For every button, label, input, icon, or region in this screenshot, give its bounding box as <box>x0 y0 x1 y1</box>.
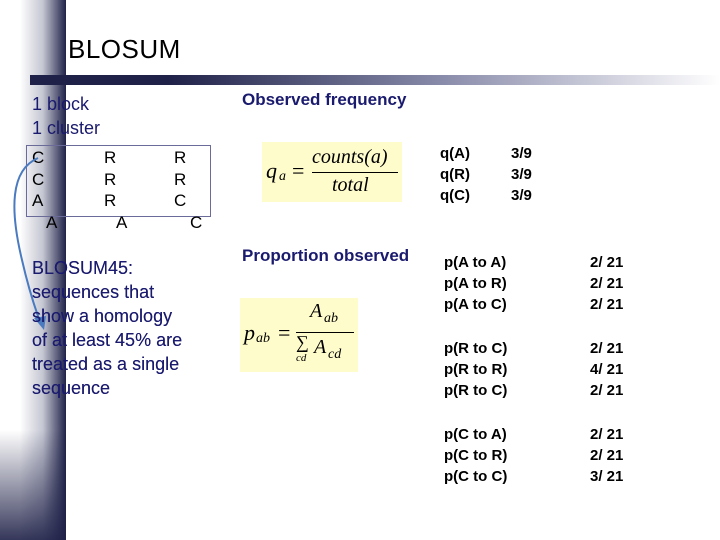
p-label: p(C to R) <box>444 447 508 464</box>
p-label: p(A to R) <box>444 275 507 292</box>
p-label: p(R to C) <box>444 382 508 399</box>
seq-cell: C <box>190 213 203 232</box>
q-label: q(A) <box>440 145 470 162</box>
fraction-bar <box>312 172 398 173</box>
formula-p: p <box>244 320 255 345</box>
q-value: 3/9 <box>511 166 532 183</box>
seq-cell: R <box>104 191 117 210</box>
q-value: 3/9 <box>511 145 532 162</box>
formula-p-sub: ab <box>256 331 270 346</box>
formula-q: q <box>266 158 277 183</box>
sum-sub: cd <box>296 352 307 364</box>
p-label: p(A to A) <box>444 254 507 271</box>
formula-numerator-sub: ab <box>324 311 338 326</box>
desc-line: sequence <box>32 378 111 398</box>
p-label: p(C to A) <box>444 426 507 443</box>
p-value: 2/ 21 <box>590 296 624 313</box>
observed-formula <box>262 142 402 202</box>
block-label: 1 block <box>32 94 90 114</box>
p-value: 2/ 21 <box>590 254 624 271</box>
seq-cell: C <box>174 191 187 210</box>
formula-q-sub: a <box>279 169 286 184</box>
p-value: 2/ 21 <box>590 426 624 443</box>
formula-numerator: A <box>310 300 323 322</box>
seq-cell: R <box>104 170 117 189</box>
formula-denominator-sub: cd <box>328 347 342 362</box>
observed-frequency-heading: Observed frequency <box>242 90 407 109</box>
formula-denominator: A <box>314 336 327 358</box>
seq-cell: A <box>46 213 58 232</box>
title-rule <box>30 75 720 85</box>
p-label: p(R to R) <box>444 361 508 378</box>
seq-cell: R <box>174 148 187 167</box>
equals-sign: = <box>278 320 291 345</box>
formula-numerator: counts(a) <box>312 146 388 168</box>
desc-line: BLOSUM45: <box>32 258 134 278</box>
slide-title: BLOSUM <box>68 34 181 64</box>
p-value: 2/ 21 <box>590 275 624 292</box>
p-value: 3/ 21 <box>590 468 624 485</box>
p-value: 2/ 21 <box>590 382 624 399</box>
blosum45-description <box>32 256 212 400</box>
p-label: p(C to C) <box>444 468 508 485</box>
p-value: 2/ 21 <box>590 447 624 464</box>
seq-cell: R <box>174 170 187 189</box>
q-label: q(C) <box>440 187 470 204</box>
proportion-observed-heading: Proportion observed <box>242 246 410 265</box>
p-label: p(A to C) <box>444 296 507 313</box>
seq-cell: A <box>32 191 44 210</box>
seq-cell: C <box>32 170 45 189</box>
sum-symbol: ∑ <box>296 332 309 352</box>
p-label: p(R to C) <box>444 340 508 357</box>
equals-sign: = <box>292 158 305 183</box>
desc-line: show a homology <box>32 306 173 326</box>
proportion-formula <box>240 298 358 372</box>
q-value: 3/9 <box>511 187 532 204</box>
p-value: 4/ 21 <box>590 361 624 378</box>
p-value: 2/ 21 <box>590 340 624 357</box>
left-bar-shadow <box>0 430 66 540</box>
cluster-label: 1 cluster <box>32 118 101 138</box>
desc-line: sequences that <box>32 282 155 302</box>
q-label: q(R) <box>440 166 470 183</box>
formula-denominator: total <box>332 174 369 196</box>
seq-cell: A <box>116 213 128 232</box>
seq-cell: R <box>104 148 117 167</box>
desc-line: of at least 45% are <box>32 330 183 350</box>
desc-line: treated as a single <box>32 354 180 374</box>
seq-cell: C <box>32 148 45 167</box>
